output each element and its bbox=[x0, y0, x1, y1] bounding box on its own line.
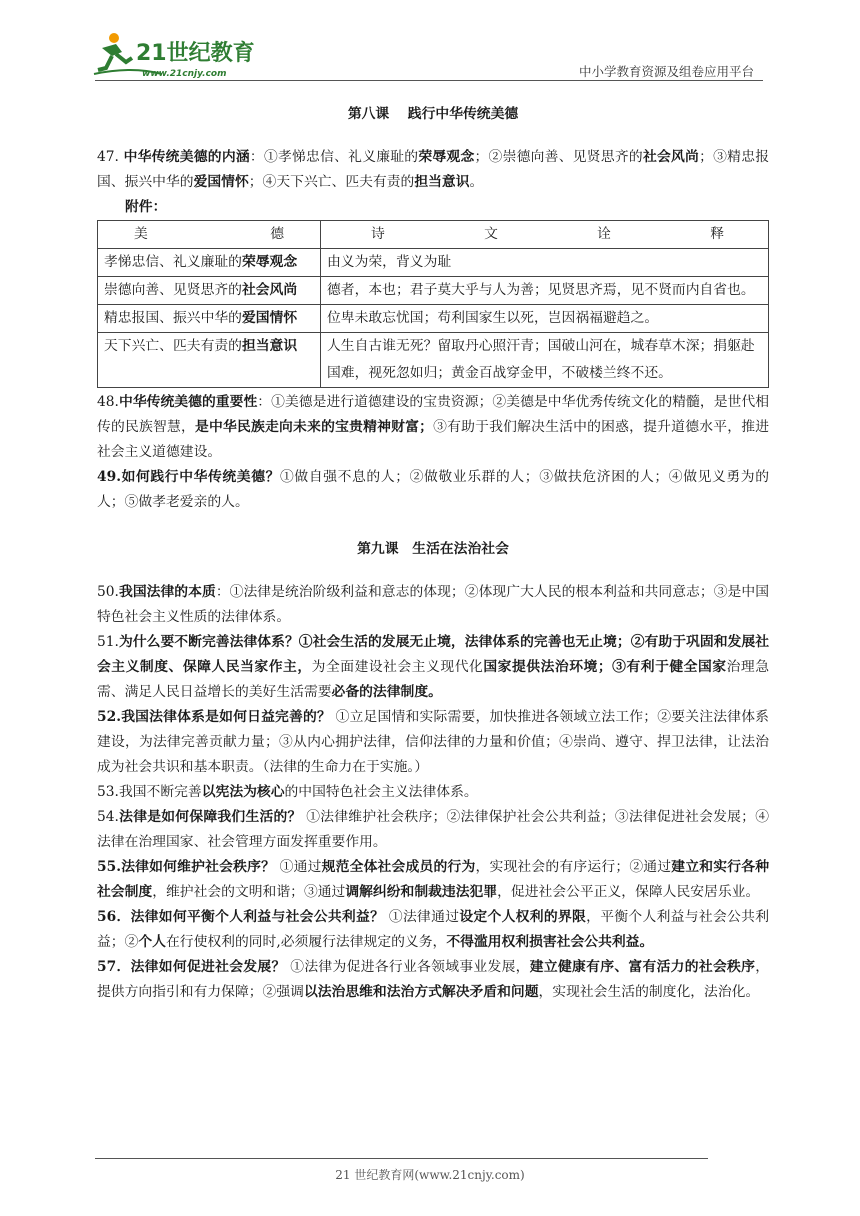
item-52: 52.我国法律体系是如何日益完善的？ ①立足国情和实际需要，加快推进各领域立法工作；②要关注法律体系建设，为法律完善贡献力量；③从内心拥护法律，信仰法律的力量和价值；④崇尚、遵守、捍卫法律，让法治成为社会共识和基本职责。（法律的生命力在于实施。） bbox=[97, 709, 769, 775]
table-header-poem: 诗 文 诠 释 bbox=[321, 221, 769, 249]
platform-name: 中小学教育资源及组卷应用平台 bbox=[578, 64, 754, 79]
virtue-table bbox=[97, 220, 769, 388]
item-50: 50.我国法律的本质：①法律是统治阶级利益和意志的体现；②体现广大人民的根本利益和共同意志；③是中国特色社会主义性质的法律体系。 bbox=[97, 584, 770, 625]
lesson8-title: 第八课 践行中华传统美德 bbox=[347, 106, 519, 122]
table-row: 孝悌忠信、礼义廉耻的荣辱观念 由义为荣，背义为耻 bbox=[98, 249, 769, 277]
item-57: 57．法律如何促进社会发展？ ①法律为促进各行业各领域事业发展，建立健康有序、富有活力的社会秩序，提供方向指引和有力保障；②强调以法治思维和法治方式解决矛盾和问题，实现社会生活的制度化，法治化。 bbox=[97, 959, 770, 1000]
logo-icon bbox=[92, 30, 262, 82]
table-header-virtue: 美 德 bbox=[98, 221, 321, 249]
footer-text: 21 世纪教育网(www.21cnjy.com) bbox=[335, 1168, 525, 1182]
table-row: 天下兴亡、匹夫有责的担当意识 人生自古谁无死？留取丹心照汗青；国破山河在，城春草木深；捐躯赴国难，视死忽如归；黄金百战穿金甲，不破楼兰终不还。 bbox=[98, 333, 769, 388]
table-row: 崇德向善、见贤思齐的社会风尚 德者，本也；君子莫大乎与人为善；见贤思齐焉，见不贤而内自省也。 bbox=[98, 277, 769, 305]
item-56: 56．法律如何平衡个人利益与社会公共利益？ ①法律通过设定个人权利的界限，平衡个人利益与社会公共利益；②个人在行使权利的同时,必须履行法律规定的义务，不得滥用权利损害社会公共利益。 bbox=[97, 909, 770, 950]
lesson9-title: 第九课 生活在法治社会 bbox=[357, 541, 509, 557]
svg-text:www.21cnjy.com: www.21cnjy.com bbox=[142, 69, 227, 79]
page-header bbox=[0, 0, 860, 90]
appendix-label: 附件： bbox=[125, 199, 167, 215]
document-body bbox=[97, 92, 769, 1005]
item-51: 51.为什么要不断完善法律体系？①社会生活的发展无止境，法律体系的完善也无止境；②有助于巩固和发展社会主义制度、保障人民当家作主，为全面建设社会主义现代化国家提供法治环境；③有利于健全国家治理急需、满足人民日益增长的美好生活需要必备的法律制度。 bbox=[97, 634, 770, 700]
svg-text:21世纪教育: 21世纪教育 bbox=[136, 41, 255, 66]
item-49: 49.如何践行中华传统美德？①做自强不息的人；②做敬业乐群的人；③做扶危济困的人；④做见义勇为的人；⑤做孝老爱亲的人。 bbox=[97, 469, 769, 510]
item-53: 53.我国不断完善以宪法为核心的中国特色社会主义法律体系。 bbox=[97, 784, 478, 800]
item-54: 54.法律是如何保障我们生活的？ ①法律维护社会秩序；②法律保护社会公共利益；③法律促进社会发展；④法律在治理国家、社会管理方面发挥重要作用。 bbox=[97, 809, 769, 850]
header-divider bbox=[95, 80, 763, 81]
item-47: 47. 中华传统美德的内涵：①孝悌忠信、礼义廉耻的荣辱观念；②崇德向善、见贤思齐的社会风尚；③精忠报国、振兴中华的爱国情怀；④天下兴亡、匹夫有责的担当意识。 bbox=[97, 149, 770, 190]
item-48: 48.中华传统美德的重要性：①美德是进行道德建设的宝贵资源；②美德是中华优秀传统文化的精髓，是世代相传的民族智慧，是中华民族走向未来的宝贵精神财富；③有助于我们解决生活中的困惑，提升道德水平，推进社会主义道德建设。 bbox=[97, 394, 770, 460]
table-row: 精忠报国、振兴中华的爱国情怀 位卑未敢忘忧国；苟利国家生以死，岂因祸福避趋之。 bbox=[98, 305, 769, 333]
table-header-row bbox=[98, 221, 769, 249]
footer-divider bbox=[95, 1158, 708, 1159]
item-55: 55.法律如何维护社会秩序？ ①通过规范全体社会成员的行为，实现社会的有序运行；②通过建立和实行各种社会制度，维护社会的文明和谐；③通过调解纠纷和制裁违法犯罪，促进社会公平正义，保障人民安居乐业。 bbox=[97, 859, 770, 900]
